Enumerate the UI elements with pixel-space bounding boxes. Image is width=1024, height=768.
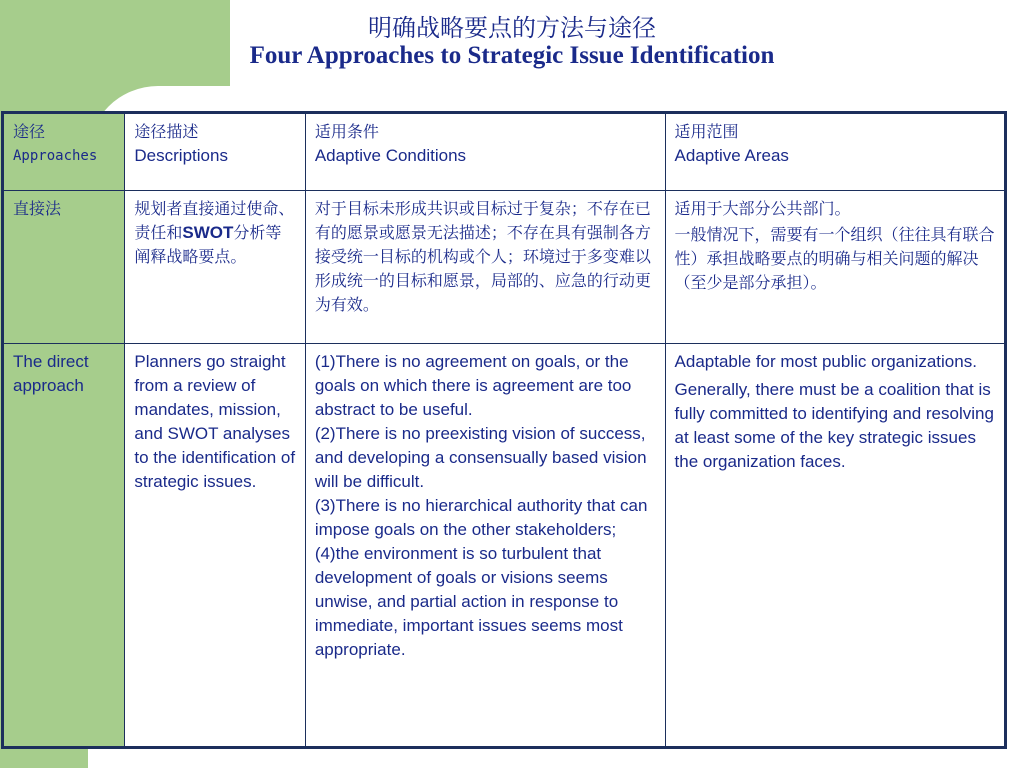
- cell-description-cn: [125, 191, 305, 344]
- areas-cn-para-1: 适用于大部分公共部门。: [674, 199, 851, 218]
- cell-areas-cn: [665, 191, 1005, 344]
- cell-conditions-cn: [305, 191, 665, 344]
- header-approaches-en: Approaches: [13, 148, 98, 164]
- areas-en-para-1: Adaptable for most public organizations.: [674, 352, 977, 371]
- conditions-en-item-3: (3)There is no hierarchical authority that can impose goals on the other stakeholders;: [314, 496, 648, 539]
- table-row-en: [3, 344, 1006, 748]
- header-descriptions-en: Descriptions: [134, 146, 228, 165]
- conditions-en-item-4: (4)the environment is so turbulent that development of goals or visions seems unwise, and partial action in response to immediate, important issues seems most appropriate.: [314, 544, 623, 659]
- approaches-table: [1, 111, 1007, 749]
- table-header-row: [3, 113, 1006, 191]
- description-en-text: Planners go straight from a review of mandates, mission, and SWOT analyses to the identification of strategic issues.: [134, 352, 296, 491]
- header-areas-cn: 适用范围: [674, 122, 739, 141]
- page-title-en: Four Approaches to Strategic Issue Identification: [249, 42, 775, 69]
- cell-description-en: [125, 344, 305, 748]
- header-conditions: [305, 113, 665, 191]
- approach-en-text: The direct approach: [13, 352, 89, 395]
- header-areas-en: Adaptive Areas: [674, 146, 789, 165]
- header-conditions-cn: 适用条件: [314, 122, 379, 141]
- cell-conditions-en: [305, 344, 665, 748]
- header-approaches-cn: 途径: [13, 122, 46, 141]
- header-descriptions-cn: 途径描述: [134, 122, 199, 141]
- header-descriptions: [125, 113, 305, 191]
- page-title-cn: 明确战略要点的方法与途径: [368, 14, 656, 42]
- description-cn-pre: 规划者直接通过使命、责任和: [134, 199, 295, 242]
- cell-areas-en: [665, 344, 1005, 748]
- areas-cn-para-2: 一般情况下，需要有一个组织（往往具有联合性）承担战略要点的明确与相关问题的解决（至少是部分承担）。: [674, 225, 995, 292]
- table-row-cn: [3, 191, 1006, 344]
- header-areas: [665, 113, 1005, 191]
- header-conditions-en: Adaptive Conditions: [314, 146, 467, 165]
- approach-cn-text: 直接法: [13, 199, 62, 218]
- description-cn-post: 分析等阐释战略要点。: [134, 223, 282, 266]
- cell-approach-en: [3, 344, 125, 748]
- header-approaches: [3, 113, 125, 191]
- description-cn-swot: SWOT: [182, 223, 234, 242]
- description-cn-text: [134, 197, 295, 269]
- conditions-en-item-1: (1)There is no agreement on goals, or the goals on which there is agreement are too abstract to be useful.: [314, 352, 632, 419]
- areas-en-para-2: Generally, there must be a coalition that is fully committed to identifying and resolving at least some of the key strategic issues the organization faces.: [674, 380, 994, 471]
- cell-approach-cn: [3, 191, 125, 344]
- conditions-en-item-2: (2)There is no preexisting vision of success, and developing a consensually based vision will be difficult.: [314, 424, 647, 491]
- conditions-cn-text: 对于目标未形成共识或目标过于复杂；不存在已有的愿景或愿景无法描述；不存在具有强制各方接受统一目标的机构或个人；环境过于多变难以形成统一的目标和愿景，局部的、应急的行动更为有效。: [314, 199, 651, 314]
